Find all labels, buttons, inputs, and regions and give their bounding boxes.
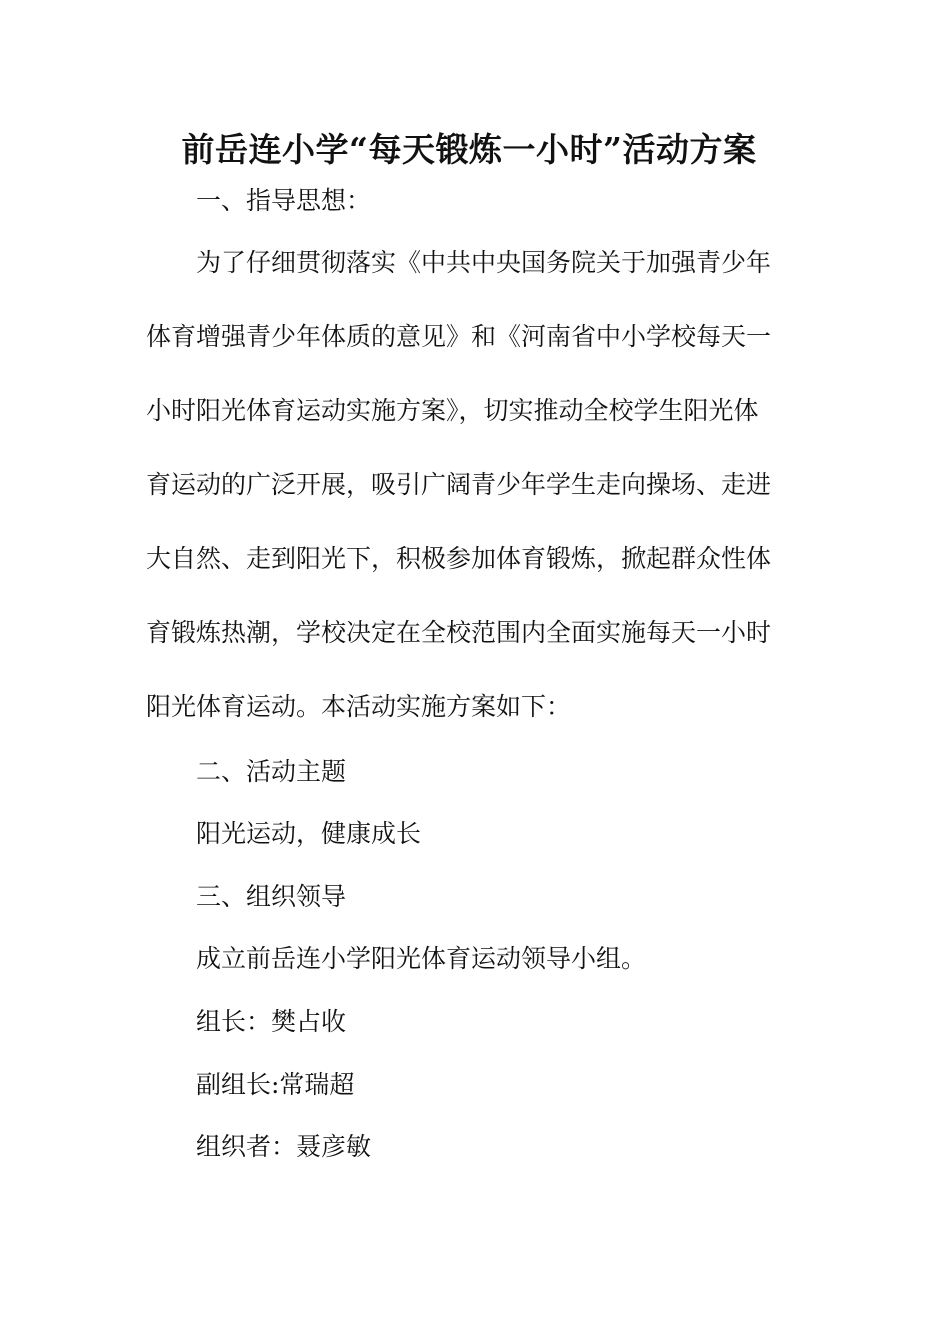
leader-line: 组长：樊占收 xyxy=(196,1007,347,1036)
section-heading-guiding: 一、指导思想： xyxy=(196,186,372,215)
organizer-line: 组织者：聂彦敏 xyxy=(196,1132,372,1161)
paragraph-line: 为了仔细贯彻落实《中共中央国务院关于加强青少年 xyxy=(196,248,772,277)
paragraph-line: 阳光体育运动。本活动实施方案如下： xyxy=(146,692,572,721)
organization-text: 成立前岳连小学阳光体育运动领导小组。 xyxy=(196,944,647,973)
section-heading-theme: 二、活动主题 xyxy=(196,757,347,786)
paragraph-line: 体育增强青少年体质的意见》和《河南省中小学校每天一 xyxy=(146,322,772,351)
deputy-leader-line: 副组长:常瑞超 xyxy=(196,1070,355,1099)
paragraph-line: 育锻炼热潮，学校决定在全校范围内全面实施每天一小时 xyxy=(146,618,772,647)
paragraph-line: 育运动的广泛开展，吸引广阔青少年学生走向操场、走进 xyxy=(146,470,772,499)
paragraph-line: 小时阳光体育运动实施方案》，切实推动全校学生阳光体 xyxy=(146,396,759,425)
paragraph-line: 大自然、走到阳光下，积极参加体育锻炼，掀起群众性体 xyxy=(146,544,772,573)
document-title: 前岳连小学“每天锻炼一小时”活动方案 xyxy=(181,130,757,169)
section-heading-organization: 三、组织领导 xyxy=(196,882,347,911)
theme-text: 阳光运动，健康成长 xyxy=(196,819,422,848)
